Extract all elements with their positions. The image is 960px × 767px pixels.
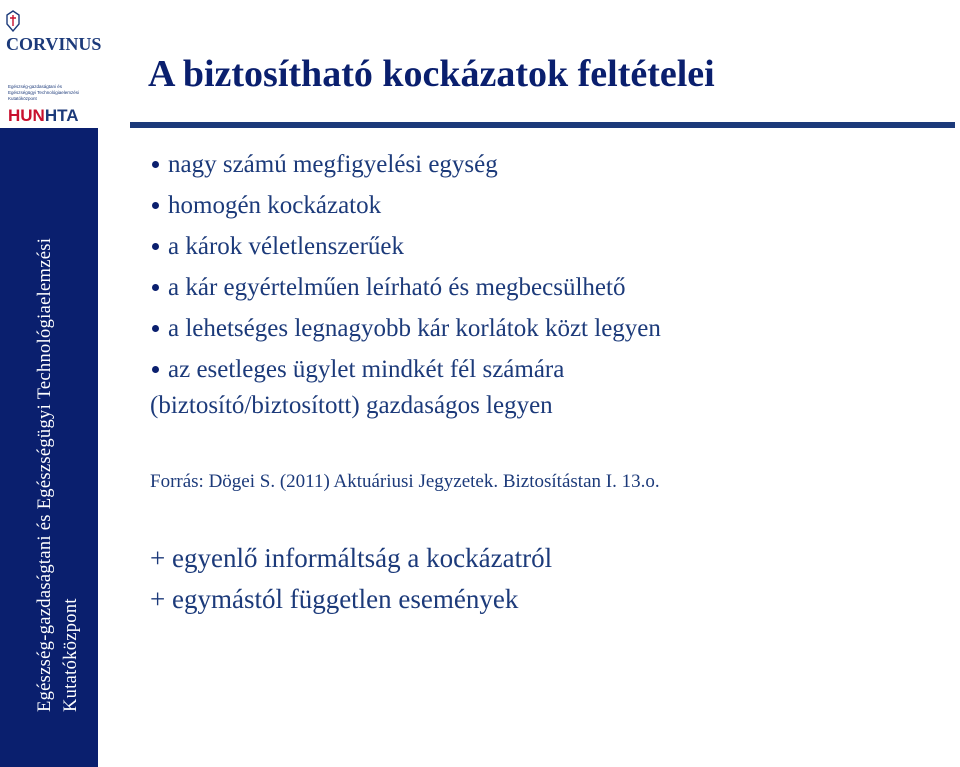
bullet-item: az esetleges ügylet mindkét fél számára — [150, 349, 661, 390]
source-citation: Forrás: Dögei S. (2011) Aktuáriusi Jegyzetek. Biztosítástan I. 13.o. — [150, 471, 660, 492]
sidebar — [0, 0, 102, 767]
institute-line: Kutatóközpont — [8, 96, 37, 101]
sidebar-text-line: Kutatóközpont — [61, 598, 81, 712]
hun-text: HUN — [8, 106, 45, 125]
sidebar-vertical-text — [32, 172, 84, 712]
extra-item: + egymástól független események — [150, 584, 519, 614]
bullet-item: a kár egyértelműen leírható és megbecsülhető — [150, 267, 661, 308]
slide-title: A biztosítható kockázatok feltételei — [148, 53, 715, 95]
hunhta-logo — [8, 106, 79, 126]
corvinus-logo-text: CORVINUS — [6, 34, 102, 54]
bullet-list — [150, 144, 661, 390]
institute-line: Egészség-gazdaságtani és — [8, 84, 63, 89]
bullet-item: homogén kockázatok — [150, 185, 661, 226]
bullet-item: a lehetséges legnagyobb kár korlátok közt legyen — [150, 308, 661, 349]
hta-text: HTA — [44, 106, 79, 125]
logo — [0, 0, 102, 128]
bullet-item: nagy számú megfigyelési egység — [150, 144, 661, 185]
extra-conditions — [150, 538, 552, 620]
institute-line: Egészségügyi Technológiaelemzési — [8, 90, 79, 95]
title-divider — [130, 122, 955, 128]
institute-name — [8, 84, 94, 102]
corvinus-crest-icon — [6, 10, 20, 32]
bullet-continuation: (biztosító/biztosított) gazdaságos legyen — [150, 392, 553, 419]
bullet-item: a károk véletlenszerűek — [150, 226, 661, 267]
sidebar-text-line: Egészség-gazdaságtani és Egészségügyi Technológiaelemzési — [35, 237, 55, 712]
extra-item: + egyenlő informáltság a kockázatról — [150, 543, 553, 573]
